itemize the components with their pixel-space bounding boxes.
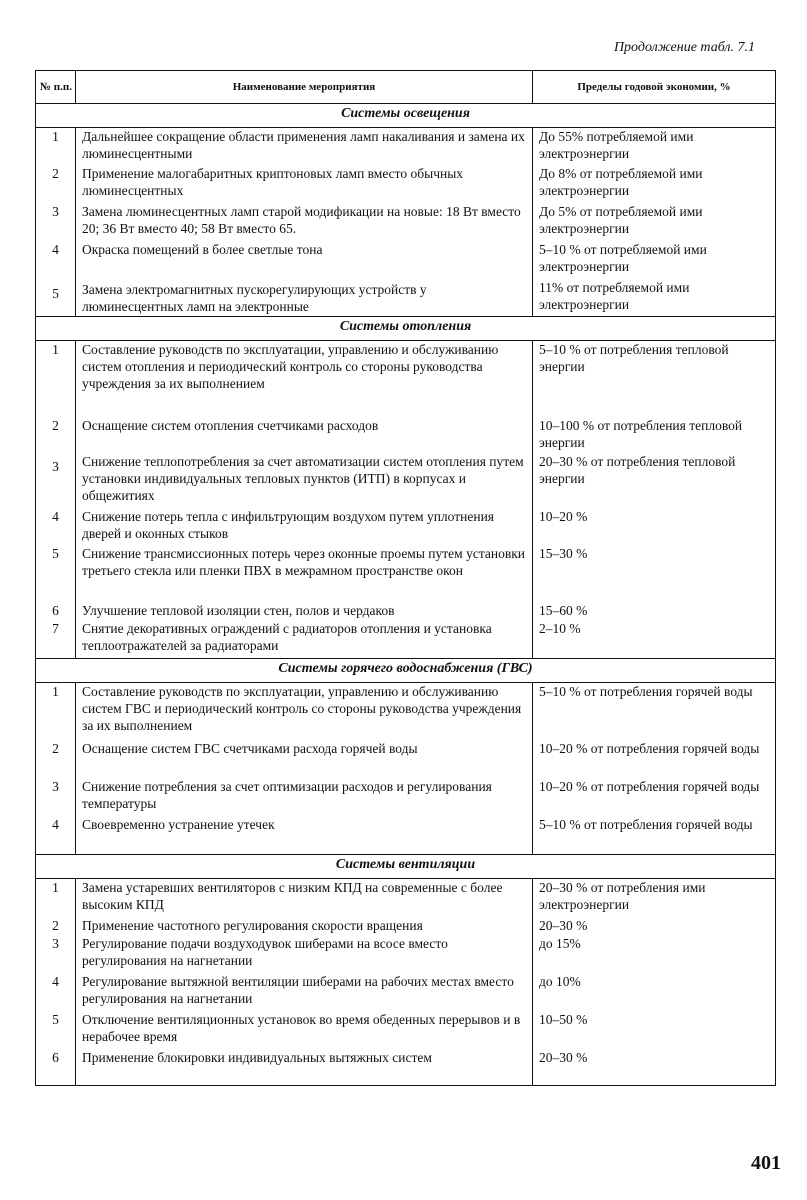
number-column xyxy=(36,128,76,317)
row-number: 2 xyxy=(52,166,59,181)
savings-column xyxy=(533,683,776,855)
savings-cell: до 15% xyxy=(539,936,581,951)
measure-cell: Оснащение систем ГВС счетчиками расхода горячей воды xyxy=(82,741,418,756)
row-number: 2 xyxy=(52,741,59,756)
row-number: 4 xyxy=(52,817,59,832)
row-number: 2 xyxy=(52,918,59,933)
table-header-row xyxy=(36,71,776,104)
row-number: 1 xyxy=(52,129,59,144)
section-body xyxy=(36,341,776,659)
savings-cell: 5–10 % от потребляемой ими электроэнергии xyxy=(539,242,707,274)
savings-cell: 20–30 % от потребления ими электроэнергии xyxy=(539,880,706,912)
section-lighting xyxy=(36,104,776,317)
savings-cell: 10–20 % от потребления горячей воды xyxy=(539,779,760,794)
section-heating xyxy=(36,317,776,659)
measure-cell: Своевременно устранение утечек xyxy=(82,817,275,832)
savings-column xyxy=(533,879,776,1086)
header-savings: Пределы годовой экономии, % xyxy=(533,71,776,104)
measures-table xyxy=(35,70,776,1086)
section-title: Системы отопления xyxy=(36,317,776,341)
section-body xyxy=(36,683,776,855)
savings-cell: 20–30 % от потребления тепловой энергии xyxy=(539,454,736,486)
section-title: Системы освещения xyxy=(36,104,776,128)
measure-cell: Улучшение тепловой изоляции стен, полов и чердаков xyxy=(82,603,395,618)
row-number: 1 xyxy=(52,880,59,895)
row-number: 5 xyxy=(52,546,59,561)
savings-cell: 10–20 % xyxy=(539,509,588,524)
section-body xyxy=(36,879,776,1086)
savings-cell: 10–20 % от потребления горячей воды xyxy=(539,741,760,756)
section-body xyxy=(36,128,776,317)
measure-cell: Снижение трансмиссионных потерь через оконные проемы путем установки третьего стекла или пленки ПВХ в межрамном пространстве окон xyxy=(82,546,526,578)
measure-cell: Замена люминесцентных ламп старой модификации на новые: 18 Вт вместо 20; 36 Вт вместо 40; 58 Вт вместо 65. xyxy=(82,204,521,236)
section-ventilation xyxy=(36,855,776,1086)
measure-cell: Регулирование вытяжной вентиляции шиберами на рабочих местах вместо регулирования на нагнетании xyxy=(82,974,514,1006)
measure-column xyxy=(76,683,533,855)
section-title: Системы вентиляции xyxy=(36,855,776,879)
header-measure: Наименование мероприятия xyxy=(76,71,533,104)
savings-column xyxy=(533,128,776,317)
savings-cell: 15–30 % xyxy=(539,546,588,561)
savings-cell: 10–100 % от потребления тепловой энергии xyxy=(539,418,743,450)
measure-cell: Снижение теплопотребления за счет автоматизации систем отопления путем установки индивидуальных тепловых пунктов (ИТП) в корпусах и общежитиях xyxy=(82,454,524,503)
table-caption: Продолжение табл. 7.1 xyxy=(613,40,755,55)
row-number: 5 xyxy=(52,286,59,301)
savings-cell: 5–10 % от потребления тепловой энергии xyxy=(539,342,729,374)
row-number: 1 xyxy=(52,342,59,357)
number-column xyxy=(36,879,76,1086)
measure-cell: Регулирование подачи воздуходувок шиберами на всосе вместо регулирования на нагнетании xyxy=(82,936,448,968)
measure-cell: Замена электромагнитных пускорегулирующих устройств у люминесцентных ламп на электронные xyxy=(82,282,427,314)
measure-cell: Применение малогабаритных криптоновых ламп вместо обычных люминесцентных xyxy=(82,166,464,198)
row-number: 6 xyxy=(52,1050,59,1065)
row-number: 3 xyxy=(52,936,59,951)
row-number: 4 xyxy=(52,242,59,257)
row-number: 3 xyxy=(52,204,59,219)
row-number: 4 xyxy=(52,509,59,524)
measure-column xyxy=(76,128,533,317)
measure-cell: Отключение вентиляционных установок во время обеденных перерывов и в нерабочее время xyxy=(82,1012,521,1044)
savings-cell: 11% от потребляемой ими электроэнергии xyxy=(539,280,690,312)
row-number: 3 xyxy=(52,779,59,794)
section-title: Системы горячего водоснабжения (ГВС) xyxy=(36,659,776,683)
measure-column xyxy=(76,879,533,1086)
row-number: 1 xyxy=(52,684,59,699)
number-column xyxy=(36,683,76,855)
row-number: 7 xyxy=(52,621,59,636)
savings-cell: До 55% потребляемой ими электроэнергии xyxy=(539,129,694,161)
measure-column xyxy=(76,341,533,659)
measure-cell: Снижение потерь тепла с инфильтрующим воздухом путем уплотнения дверей и оконных стыков xyxy=(82,509,495,541)
savings-cell: до 10% xyxy=(539,974,581,989)
measure-cell: Составление руководств по эксплуатации, управлению и обслуживанию систем ГВС и периодический контроль со стороны руководства учреждения за их выполнением xyxy=(82,684,522,733)
row-number: 6 xyxy=(52,603,59,618)
measure-cell: Снятие декоративных ограждений с радиаторов отопления и установка теплоотражателей за радиаторами xyxy=(82,621,492,653)
savings-cell: До 5% от потребляемой ими электроэнергии xyxy=(539,204,703,236)
row-number: 2 xyxy=(52,418,59,433)
row-number: 4 xyxy=(52,974,59,989)
number-column xyxy=(36,341,76,659)
savings-cell: 20–30 % xyxy=(539,1050,588,1065)
row-number: 3 xyxy=(52,459,59,474)
savings-cell: 5–10 % от потребления горячей воды xyxy=(539,817,753,832)
savings-cell: 5–10 % от потребления горячей воды xyxy=(539,684,753,699)
savings-cell: До 8% от потребляемой ими электроэнергии xyxy=(539,166,703,198)
measure-cell: Снижение потребления за счет оптимизации расходов и регулирования температуры xyxy=(82,779,492,811)
measure-cell: Применение блокировки индивидуальных вытяжных систем xyxy=(82,1050,432,1065)
measure-cell: Применение частотного регулирования скорости вращения xyxy=(82,918,423,933)
measure-cell: Составление руководств по эксплуатации, управлению и обслуживанию систем отопления и периодический контроль со стороны руководства учреждения за их выполнением xyxy=(82,342,499,391)
savings-cell: 20–30 % xyxy=(539,918,588,933)
savings-cell: 10–50 % xyxy=(539,1012,588,1027)
measure-cell: Замена устаревших вентиляторов с низким КПД на современные с более высоким КПД xyxy=(82,880,503,912)
measure-cell: Дальнейшее сокращение области применения ламп накаливания и замена их люминесцентными xyxy=(82,129,525,161)
row-number: 5 xyxy=(52,1012,59,1027)
savings-column xyxy=(533,341,776,659)
savings-cell: 2–10 % xyxy=(539,621,581,636)
header-number: № п.п. xyxy=(36,71,76,104)
savings-cell: 15–60 % xyxy=(539,603,588,618)
page-number: 401 xyxy=(751,1152,781,1174)
measure-cell: Оснащение систем отопления счетчиками расходов xyxy=(82,418,379,433)
measure-cell: Окраска помещений в более светлые тона xyxy=(82,242,323,257)
section-hot-water xyxy=(36,659,776,855)
